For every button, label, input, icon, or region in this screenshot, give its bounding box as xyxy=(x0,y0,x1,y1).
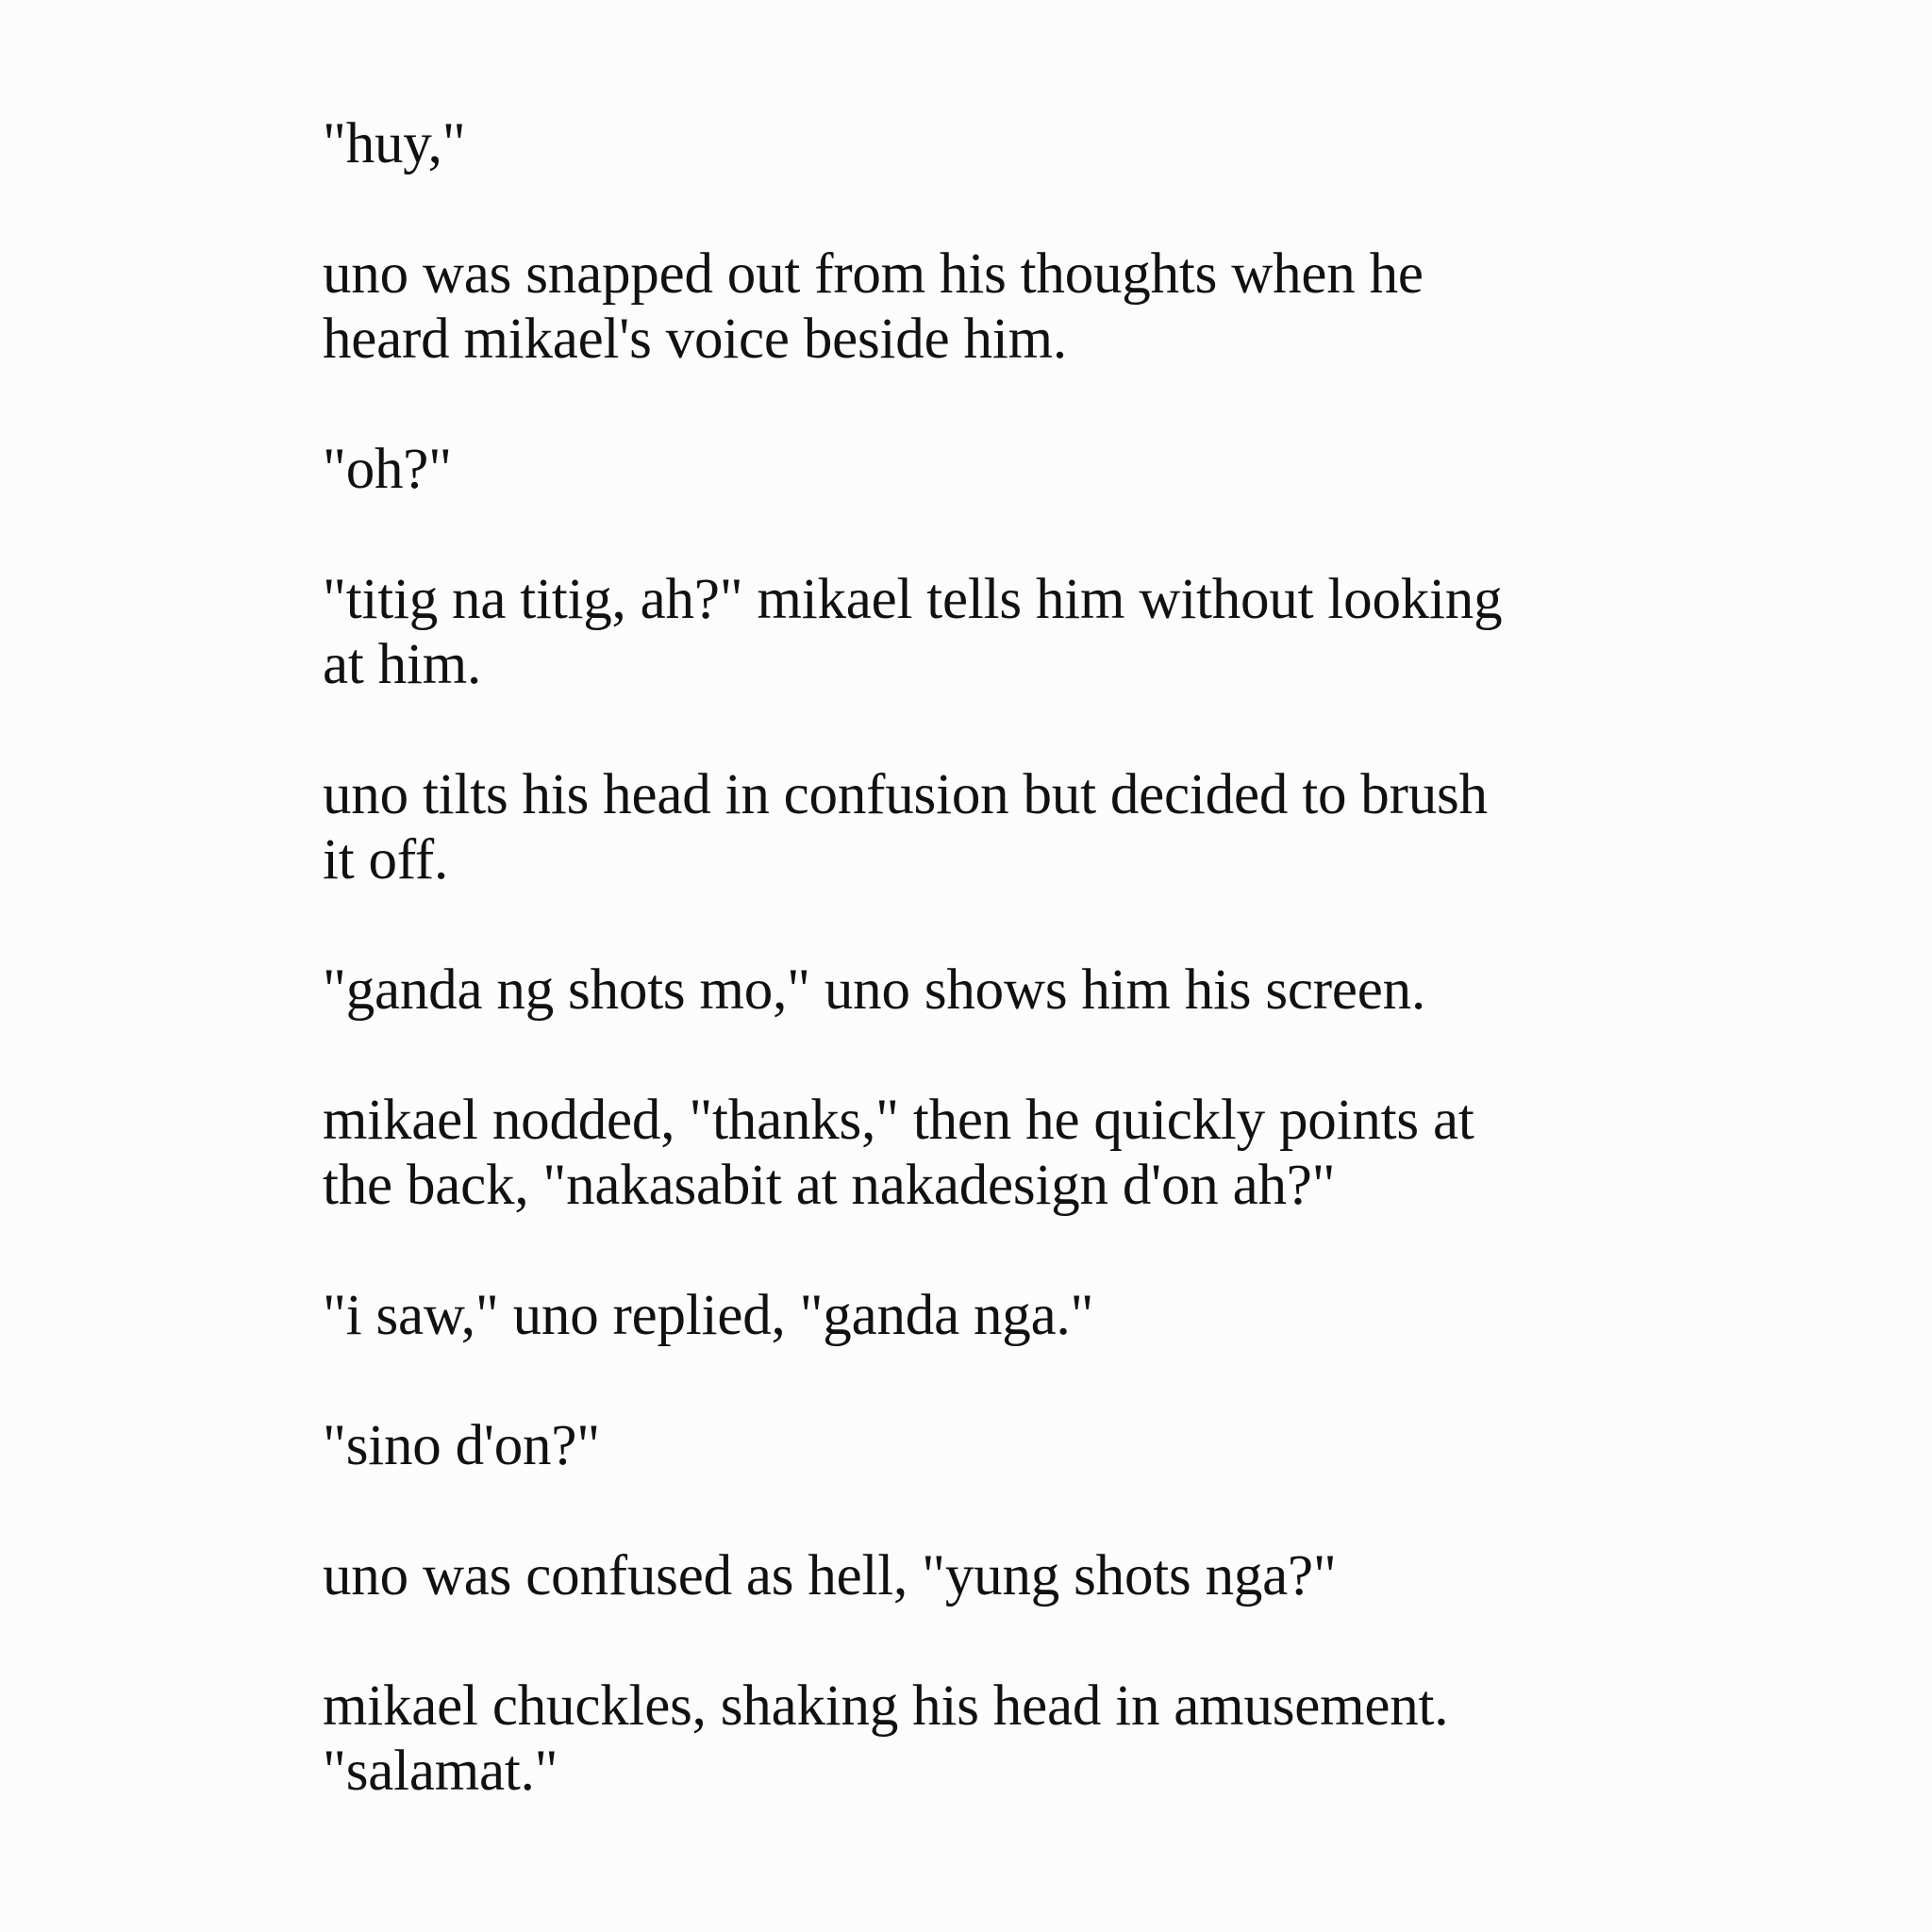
text-line: "i saw," uno replied, "ganda nga." xyxy=(323,1284,1094,1347)
text-line: uno was confused as hell, "yung shots nga?" xyxy=(323,1544,1337,1607)
paragraph xyxy=(323,1283,1653,1348)
story-page xyxy=(323,111,1653,1869)
text-line: mikael chuckles, shaking his head in amusement. xyxy=(323,1674,1449,1738)
paragraph xyxy=(323,1088,1653,1218)
paragraph xyxy=(323,242,1653,372)
text-line: the back, "nakasabit at nakadesign d'on ah?" xyxy=(323,1154,1336,1217)
paragraph xyxy=(323,111,1653,176)
text-line: uno was snapped out from his thoughts when he xyxy=(323,242,1424,306)
text-line: it off. xyxy=(323,828,449,891)
text-line: "huy," xyxy=(323,112,466,175)
paragraph xyxy=(323,1413,1653,1478)
paragraph xyxy=(323,1674,1653,1804)
text-line: mikael nodded, "thanks," then he quickly points at xyxy=(323,1089,1474,1152)
text-line: "oh?" xyxy=(323,438,452,501)
text-line: "sino d'on?" xyxy=(323,1414,600,1477)
paragraph xyxy=(323,437,1653,502)
text-line: uno tilts his head in confusion but decided to brush xyxy=(323,763,1488,826)
paragraph xyxy=(323,762,1653,892)
paragraph xyxy=(323,567,1653,697)
text-line: "salamat." xyxy=(323,1740,558,1803)
paragraph xyxy=(323,1543,1653,1608)
paragraph xyxy=(323,958,1653,1023)
text-line: "ganda ng shots mo," uno shows him his screen. xyxy=(323,958,1426,1022)
text-line: heard mikael's voice beside him. xyxy=(323,308,1067,371)
text-line: at him. xyxy=(323,633,482,696)
text-line: "titig na titig, ah?" mikael tells him without looking xyxy=(323,568,1503,631)
